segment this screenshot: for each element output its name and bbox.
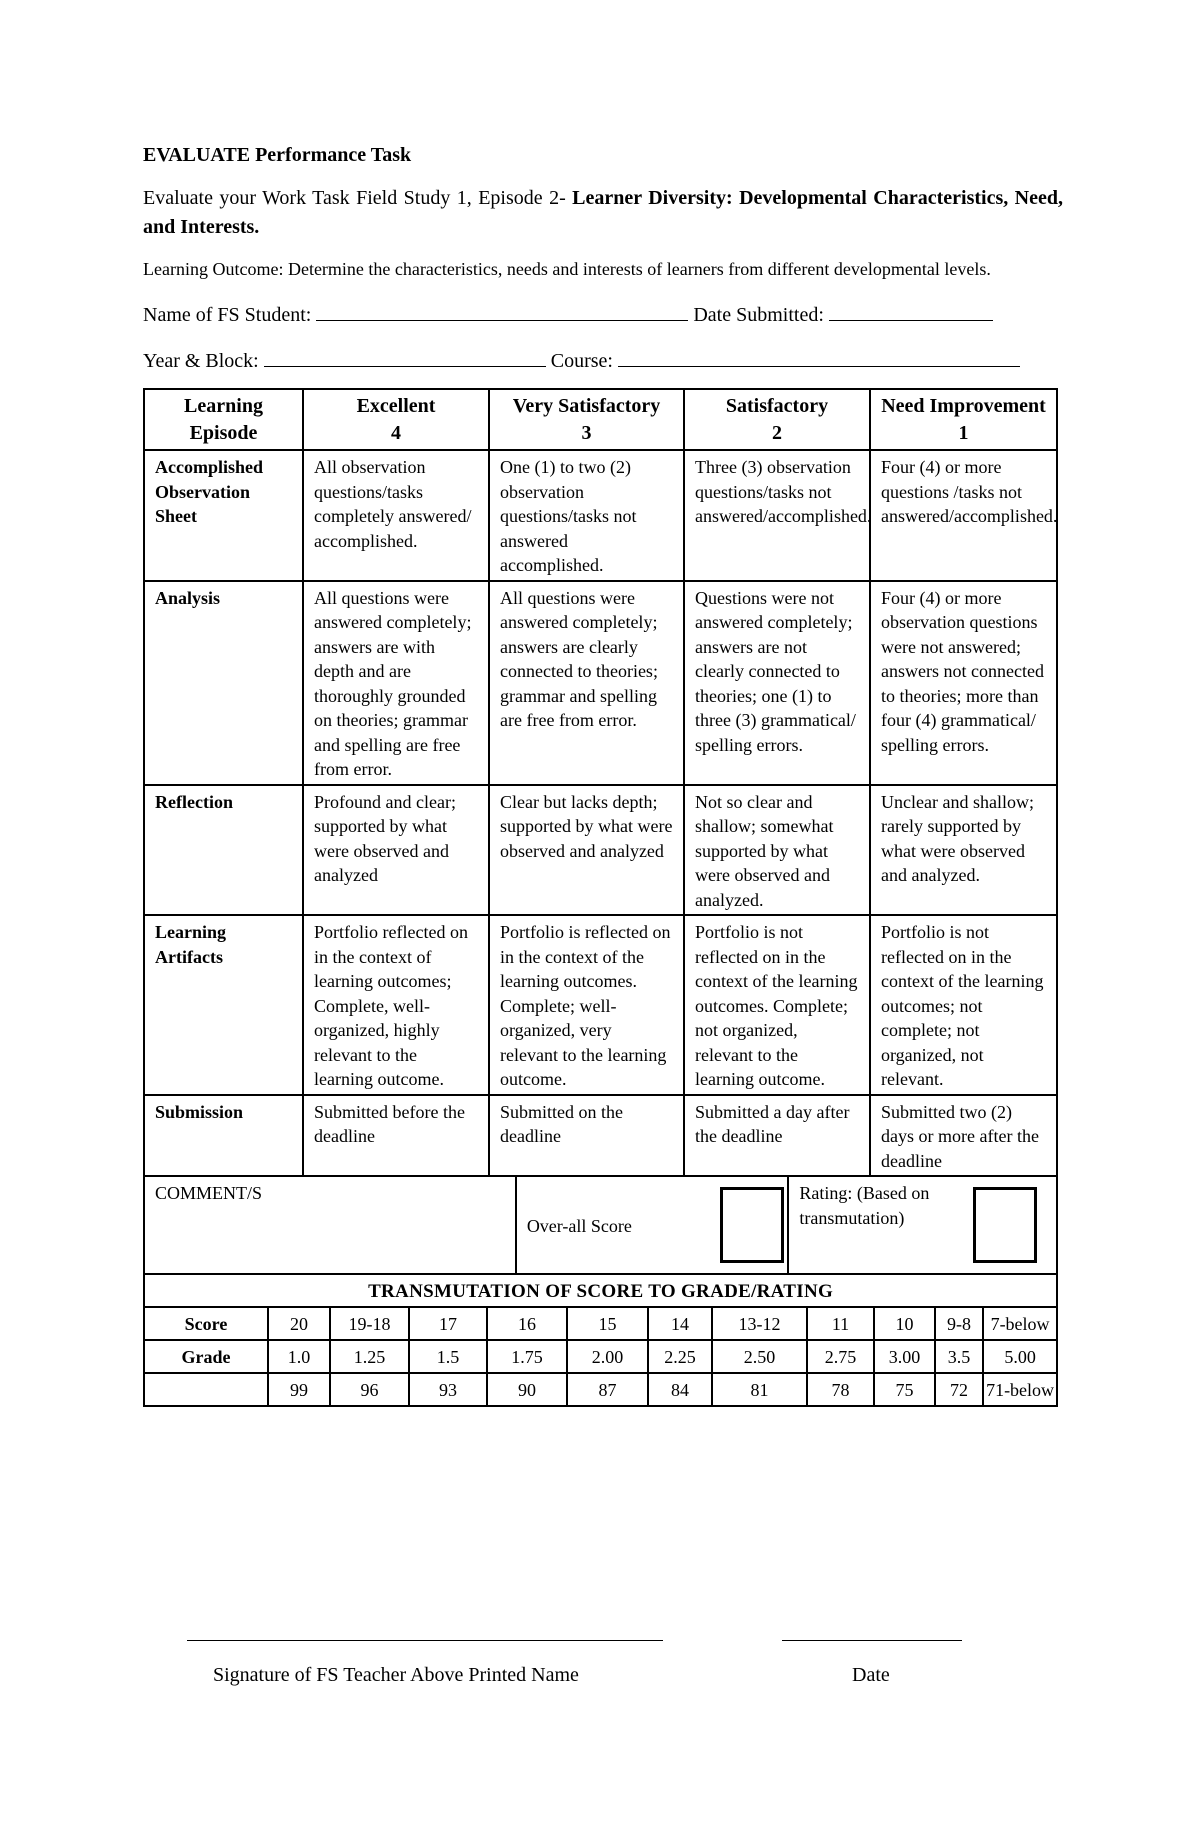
transmutation-title: TRANSMUTATION OF SCORE TO GRADE/RATING [144, 1274, 1057, 1307]
rubric-cell: Submitted on the deadline [489, 1095, 684, 1177]
rubric-cell: Four (4) or more questions /tasks not answered/accomplished. [870, 450, 1057, 581]
score-cell: 13-12 [712, 1307, 807, 1340]
percent-cell: 93 [409, 1373, 487, 1406]
criterion-label: Learning Artifacts [144, 915, 303, 1095]
grade-cell: 1.5 [409, 1340, 487, 1373]
course-field[interactable] [618, 346, 1020, 367]
year-block-label: Year & Block: [143, 350, 259, 372]
criterion-label: Submission [144, 1095, 303, 1177]
grade-cell: 2.00 [567, 1340, 648, 1373]
score-cell: 19-18 [330, 1307, 409, 1340]
grade-cell: 2.50 [712, 1340, 807, 1373]
task-intro-topic: Learner Diversity: Developmental Characteristics, Need, and Interests. [143, 187, 1063, 238]
score-cell: 10 [874, 1307, 935, 1340]
rubric-cell: Clear but lacks depth; supported by what were observed and analyzed [489, 785, 684, 916]
task-intro-text: Evaluate your Work Task Field Study 1, Episode 2- [143, 187, 573, 209]
score-cell: 11 [807, 1307, 874, 1340]
overall-score-label: Over-all Score [526, 1215, 632, 1236]
overall-score-cell [716, 1177, 788, 1273]
grade-cell: 1.75 [487, 1340, 567, 1373]
score-cell: 7-below [983, 1307, 1057, 1340]
summary-container [144, 1176, 1057, 1274]
percent-cell: 90 [487, 1373, 567, 1406]
percent-cell: 75 [874, 1373, 935, 1406]
criterion-label: Analysis [144, 581, 303, 785]
page-title: EVALUATE Performance Task [143, 144, 412, 166]
date-submitted-field[interactable] [829, 300, 993, 321]
rubric-header-row [144, 389, 1057, 450]
course-label: Course: [550, 350, 613, 372]
grade-cell: 5.00 [983, 1340, 1057, 1373]
rubric-cell: One (1) to two (2) observation questions/tasks not answered accomplished. [489, 450, 684, 581]
grade-cell: 1.0 [268, 1340, 330, 1373]
comments-area[interactable] [145, 1177, 516, 1273]
learning-outcome: Learning Outcome: Determine the characteristics, needs and interests of learners from different developmental levels. [143, 259, 991, 279]
rubric-cell: Four (4) or more observation questions were not answered; answers not connected to theories; more than four (4) grammatical/ spelling errors. [870, 581, 1057, 785]
percent-cell: 87 [567, 1373, 648, 1406]
overall-score-box[interactable] [720, 1187, 784, 1263]
percent-cell: 78 [807, 1373, 874, 1406]
rubric-cell: Three (3) observation questions/tasks not answered/accomplished. [684, 450, 870, 581]
rubric-cell: Submitted before the deadline [303, 1095, 489, 1177]
score-cell: 14 [648, 1307, 712, 1340]
rubric-cell: Portfolio is not reflected on in the context of the learning outcomes; not complete; not organized, not relevant. [870, 915, 1057, 1095]
student-date-row [143, 300, 1063, 328]
score-cell: 16 [487, 1307, 567, 1340]
year-block-field[interactable] [264, 346, 546, 367]
percent-cell: 71-below [983, 1373, 1057, 1406]
comments-label: COMMENT/S [155, 1183, 263, 1203]
signature-date-line[interactable] [782, 1640, 962, 1641]
rubric-cell: Portfolio is reflected on in the context of the learning outcomes. Complete; well-organized, very relevant to the learning outcome. [489, 915, 684, 1095]
rubric-row-learning-artifacts [144, 915, 1057, 1095]
score-row-label: Score [144, 1307, 268, 1340]
rubric-cell: Submitted two (2) days or more after the deadline [870, 1095, 1057, 1177]
rubric-cell: All observation questions/tasks completely answered/ accomplished. [303, 450, 489, 581]
teacher-signature-label: Signature of FS Teacher Above Printed Name [213, 1664, 579, 1686]
rubric-row-submission [144, 1095, 1057, 1177]
task-intro [143, 184, 1063, 242]
column-excellent: Excellent 4 [303, 389, 489, 450]
column-satisfactory: Satisfactory 2 [684, 389, 870, 450]
document-body [143, 142, 1063, 1407]
score-cell: 20 [268, 1307, 330, 1340]
column-very-satisfactory: Very Satisfactory 3 [489, 389, 684, 450]
rubric-row-observation-sheet [144, 450, 1057, 581]
rubric-cell: Submitted a day after the deadline [684, 1095, 870, 1177]
rubric-summary-row [144, 1176, 1057, 1274]
grade-cell: 3.5 [935, 1340, 983, 1373]
rating-box[interactable] [973, 1187, 1037, 1263]
rubric-cell: Portfolio is not reflected on in the context of the learning outcomes. Complete; not organized, relevant to the learning outcome. [684, 915, 870, 1095]
column-need-improvement: Need Improvement 1 [870, 389, 1057, 450]
percent-cell: 84 [648, 1373, 712, 1406]
criterion-label: Accomplished Observation Sheet [144, 450, 303, 581]
teacher-signature-line[interactable] [187, 1640, 663, 1641]
rating-cell [969, 1177, 1056, 1273]
rubric-cell: Questions were not answered completely; answers are not clearly connected to theories; one (1) to three (3) grammatical/ spelling errors. [684, 581, 870, 785]
rubric-table [143, 388, 1058, 1275]
score-cell: 15 [567, 1307, 648, 1340]
rubric-cell: Not so clear and shallow; somewhat supported by what were observed and analyzed. [684, 785, 870, 916]
student-name-field[interactable] [316, 300, 688, 321]
rubric-row-reflection [144, 785, 1057, 916]
percent-row [144, 1373, 1057, 1406]
score-cell: 9-8 [935, 1307, 983, 1340]
rubric-cell: Portfolio reflected on in the context of learning outcomes; Complete, well-organized, highly relevant to the learning outcome. [303, 915, 489, 1095]
student-name-label: Name of FS Student: [143, 304, 312, 326]
date-submitted-label: Date Submitted: [693, 304, 824, 326]
rubric-row-analysis [144, 581, 1057, 785]
transmutation-table [143, 1273, 1058, 1407]
rubric-cell: All questions were answered completely; answers are clearly connected to theories; grammar and spelling are free from error. [489, 581, 684, 785]
grade-cell: 2.75 [807, 1340, 874, 1373]
grade-cell: 2.25 [648, 1340, 712, 1373]
rubric-cell: All questions were answered completely; answers are with depth and are thoroughly grounded on theories; grammar and spelling are free from error. [303, 581, 489, 785]
transmutation-title-row [144, 1274, 1057, 1307]
column-learning-episode: Learning Episode [144, 389, 303, 450]
rubric-cell: Profound and clear; supported by what were observed and analyzed [303, 785, 489, 916]
criterion-label: Reflection [144, 785, 303, 916]
percent-cell: 72 [935, 1373, 983, 1406]
year-course-row [143, 346, 1063, 374]
summary-table [145, 1177, 1056, 1273]
grade-row [144, 1340, 1057, 1373]
rating-label: Rating: (Based on transmutation) [799, 1183, 930, 1228]
grade-cell: 1.25 [330, 1340, 409, 1373]
score-row [144, 1307, 1057, 1340]
percent-row-label [144, 1373, 268, 1406]
rubric-cell: Unclear and shallow; rarely supported by what were observed and analyzed. [870, 785, 1057, 916]
grade-cell: 3.00 [874, 1340, 935, 1373]
percent-cell: 81 [712, 1373, 807, 1406]
signature-date-label: Date [852, 1664, 890, 1686]
score-cell: 17 [409, 1307, 487, 1340]
percent-cell: 99 [268, 1373, 330, 1406]
percent-cell: 96 [330, 1373, 409, 1406]
grade-row-label: Grade [144, 1340, 268, 1373]
